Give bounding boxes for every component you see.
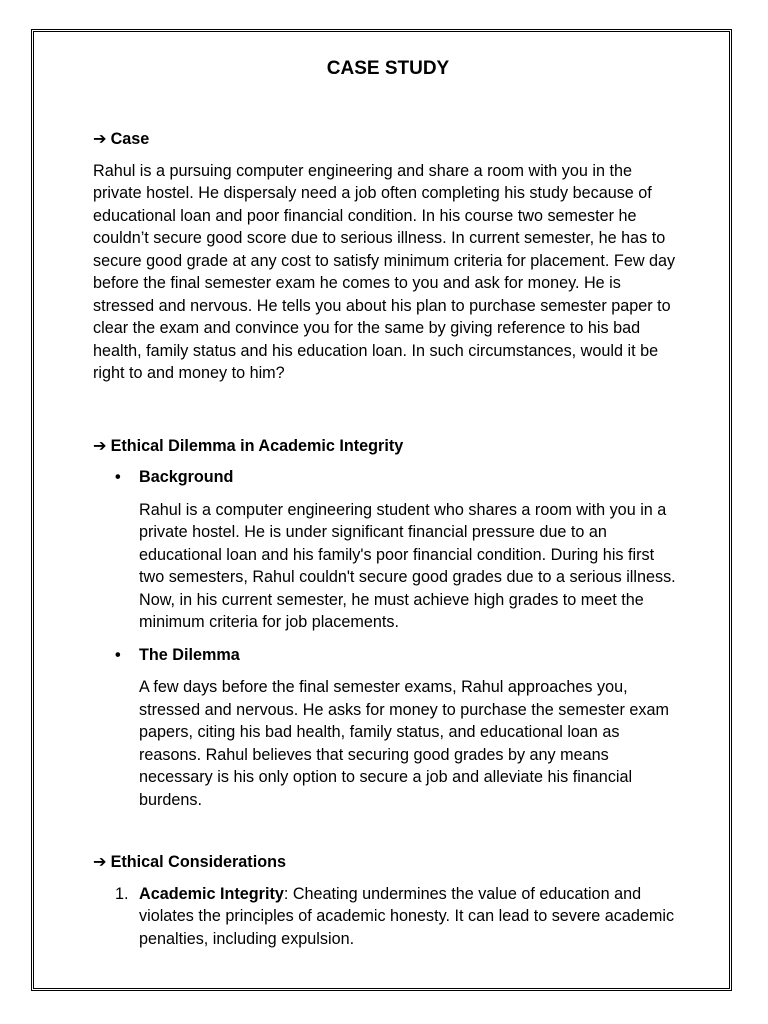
bullet-icon: • [115, 645, 121, 664]
list-number: 1. [115, 884, 129, 903]
considerations-heading [93, 851, 683, 874]
dilemma-list [93, 466, 683, 811]
dilemma-subheading: The Dilemma [139, 645, 240, 664]
dilemma-heading-text: Ethical Dilemma in Academic Integrity [110, 436, 404, 455]
dilemma-heading [93, 435, 683, 458]
case-heading-text: Case [110, 130, 150, 148]
list-item [93, 644, 683, 812]
background-heading: Background [139, 468, 234, 486]
dilemma-paragraph: A few days before the final semester exams, Rahul approaches you, stressed and nervous. He asks for money to purchase the semester exam papers, citing his bad health, family status, and educational loan as reasons. Rahul believes that securing good grades by any means necessary is his only option to secure a job and alleviate his financial burdens. [139, 678, 669, 809]
consideration-term: Academic Integrity [139, 884, 284, 903]
list-item [93, 466, 683, 634]
background-paragraph: Rahul is a computer engineering student who shares a room with you in a private hostel. He is under significant financial pressure due to an educational loan and his family's poor financial condition. During his first two semesters, Rahul couldn't secure good grades due to a serious illness. Now, in his current semester, he must achieve high grades to meet the minimum criteria for job placements. [139, 500, 676, 631]
arrow-right-icon: ➔ [93, 853, 107, 871]
considerations-heading-text: Ethical Considerations [110, 853, 286, 871]
document-body [93, 56, 683, 950]
page-title: CASE STUDY [326, 58, 450, 79]
arrow-right-icon: ➔ [93, 130, 107, 148]
bullet-icon: • [115, 468, 121, 486]
list-item [93, 883, 683, 951]
arrow-right-icon: ➔ [93, 436, 107, 455]
consideration-text: : Cheating undermines the value of education and violates the principles of academic honesty. It can lead to severe academic penalties, including expulsion. [139, 884, 675, 948]
considerations-list [93, 883, 683, 951]
case-paragraph: Rahul is a pursuing computer engineering and share a room with you in the private hostel. He dispersaly need a job often completing his study because of educational loan and poor financial condition. In his course two semester he couldn’t secure good score due to serious illness. In current semester, he has to secure good grade at any cost to satisfy minimum criteria for placement. Few day before the final semester exam he comes to you and ask for money. He is stressed and nervous. He tells you about his plan to purchase semester paper to clear the exam and convince you for the same by giving reference to his bad health, family status and his education loan. In such circumstances, would it be right to and money to him? [93, 161, 676, 382]
case-heading [93, 128, 683, 151]
